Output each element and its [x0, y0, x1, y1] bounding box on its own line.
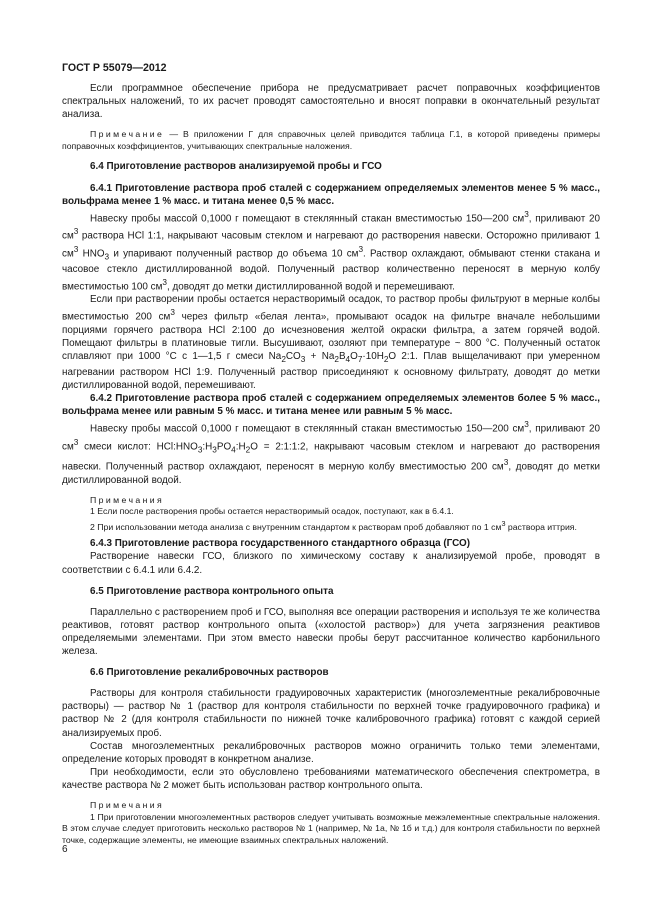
section-heading-6-6: 6.6 Приготовление рекалибровочных растворов	[90, 667, 329, 679]
notes-heading-2: Примечания	[90, 799, 165, 810]
document-code: ГОСТ Р 55079—2012	[62, 62, 167, 74]
section-heading-6-4-1: 6.4.1 Приготовление раствора проб сталей с содержанием определяемых элементов менее 5 % масс., вольфрама менее 1 % масс. и титана менее 0,5 % масс.	[62, 182, 600, 207]
paragraph-6-4-1-a: Навеску пробы массой 0,1000 г помещают в стеклянный стакан вместимостью 150—200 $см^3$, приливают 20 $см^3$ раствора HCl 1:1, накрывают часовым стеклом и нагревают до растворения навески. Осторожно приливают 1 $см^3$ $HNO_3$ и упаривают полученный раствор до объема 10 $см^3$. Раствор охлаждают, обмывают стенки стакана и часовое стекло дистиллированной водой. Полученный раствор количественно переносят в мерную колбу вместимостью 100 $см^3$, доводят до метки дистиллированной водой и перемешивают.	[62, 209, 600, 293]
note-item-1: 1 Если после растворения пробы остается нерастворимый осадок, поступают, как в 6.4.1.	[90, 506, 454, 517]
note-item-3: 1 При приготовлении многоэлементных растворов следует учитывать возможные межэлементные спектральные наложения. В этом случае следует приготовить несколько растворов № 1 (например, № 1а, № 1б и т.д.) для контроля стабильности по верхней точке, содержащие элементы, не имеющие взаимных спектральных наложений.	[62, 811, 600, 845]
paragraph-6-6-b: Состав многоэлементных рекалибровочных растворов можно ограничить только теми элементами, определение которых проводят в конкретном анализе.	[62, 740, 600, 765]
note-text: — В приложении Г для справочных целей приводится таблица Г.1, в которой приведены примеры поправочных коэффициентов, учитывающих спектральные наложения.	[62, 129, 600, 151]
paragraph-6-6-c: При необходимости, если это обусловлено требованиями математического обеспечения спектрометра, в качестве раствора № 2 может быть использован раствор контрольного опыта.	[62, 766, 600, 791]
section-heading-6-5: 6.5 Приготовление раствора контрольного опыта	[90, 585, 334, 597]
page-content	[62, 82, 600, 846]
paragraph-6-4-3: Растворение навески ГСО, близкого по химическому составу к анализируемой пробе, проводят в соответствии с 6.4.1 или 6.4.2.	[62, 551, 600, 576]
section-heading-6-4-2: 6.4.2 Приготовление раствора проб сталей с содержанием определяемых элементов более 5 % масс., вольфрама менее или равным 5 % масс. и титана менее или равным 5 % масс.	[62, 393, 600, 418]
paragraph-6-6-a: Растворы для контроля стабильности градуировочных характеристик (многоэлементные рекалибровочные растворы) — раствор № 1 (раствор для контроля стабильности по верхней точке градуировочного графика) и раствор № 2 (для контроля стабильности по нижней точке калибровочного графика) готовят с каждой серией анализируемых проб.	[62, 688, 600, 739]
note-label: Примечание	[90, 129, 165, 140]
section-heading-6-4: 6.4 Приготовление растворов анализируемой пробы и ГСО	[90, 161, 382, 173]
note-item-2: 2 При использовании метода анализа с внутренним стандартом к растворам проб добавляют по 1 $см^3$ раствора иттрия.	[90, 518, 577, 532]
paragraph-6-5: Параллельно с растворением проб и ГСО, выполняя все операции растворения и используя те же количества реактивов, готовят раствор контрольного опыта («холостой раствор») для учета загрязнения реактивов определяемыми элементами. При этом вместо навески пробы берут рассчитанное количество карбонильного железа.	[62, 606, 600, 658]
section-heading-6-4-3: 6.4.3 Приготовление раствора государственного стандартного образца (ГСО)	[90, 538, 471, 550]
paragraph-6-4-1-b: Если при растворении пробы остается нерастворимый осадок, то раствор пробы фильтруют в мерные колбы вместимостью 200 $см^3$ через фильтр «белая лента», промывают осадок на фильтре вначале небольшими порциями горячего раствора HCl 2:100 до исчезновения желтой окраски фильтра, а затем горячей водой. Помещают фильтры в платиновые тигли. Высушивают, озоляют при температуре ~ 800 °С. Полученный остаток сплавляют при 1000 °С с 1—1,5 г смеси $Na_2CO_3 + Na_2B_4O_7\cdot 10H_2O$ 2:1. Плав выщелачивают при умеренном нагревании раствором HCl 1:9. Полученный раствор присоединяют к основному фильтрату, доводят до метки дистиллированной водой, перемешивают.	[62, 294, 601, 392]
page-number: 6	[62, 844, 68, 855]
intro-paragraph: Если программное обеспечение прибора не предусматривает расчет поправочных коэффициентов спектральных наложений, то их расчет проводят самостоятельно и вносят поправки в окончательный результат анализа.	[62, 83, 600, 121]
notes-heading-1: Примечания	[90, 494, 165, 505]
note-spectral	[62, 129, 600, 152]
paragraph-6-4-2: Навеску пробы массой 0,1000 г помещают в стеклянный стакан вместимостью 150—200 $см^3$, приливают 20 $см^3$ смеси кислот: $HCl:HNO_3:H_3PO_4:H_2O$ = 2:1:1:2, накрывают часовым стеклом и нагревают до растворения навески. Полученный раствор охлаждают, переносят в мерную колбу вместимостью 200 $см^3$, доводят до метки дистиллированной водой.	[62, 420, 600, 486]
